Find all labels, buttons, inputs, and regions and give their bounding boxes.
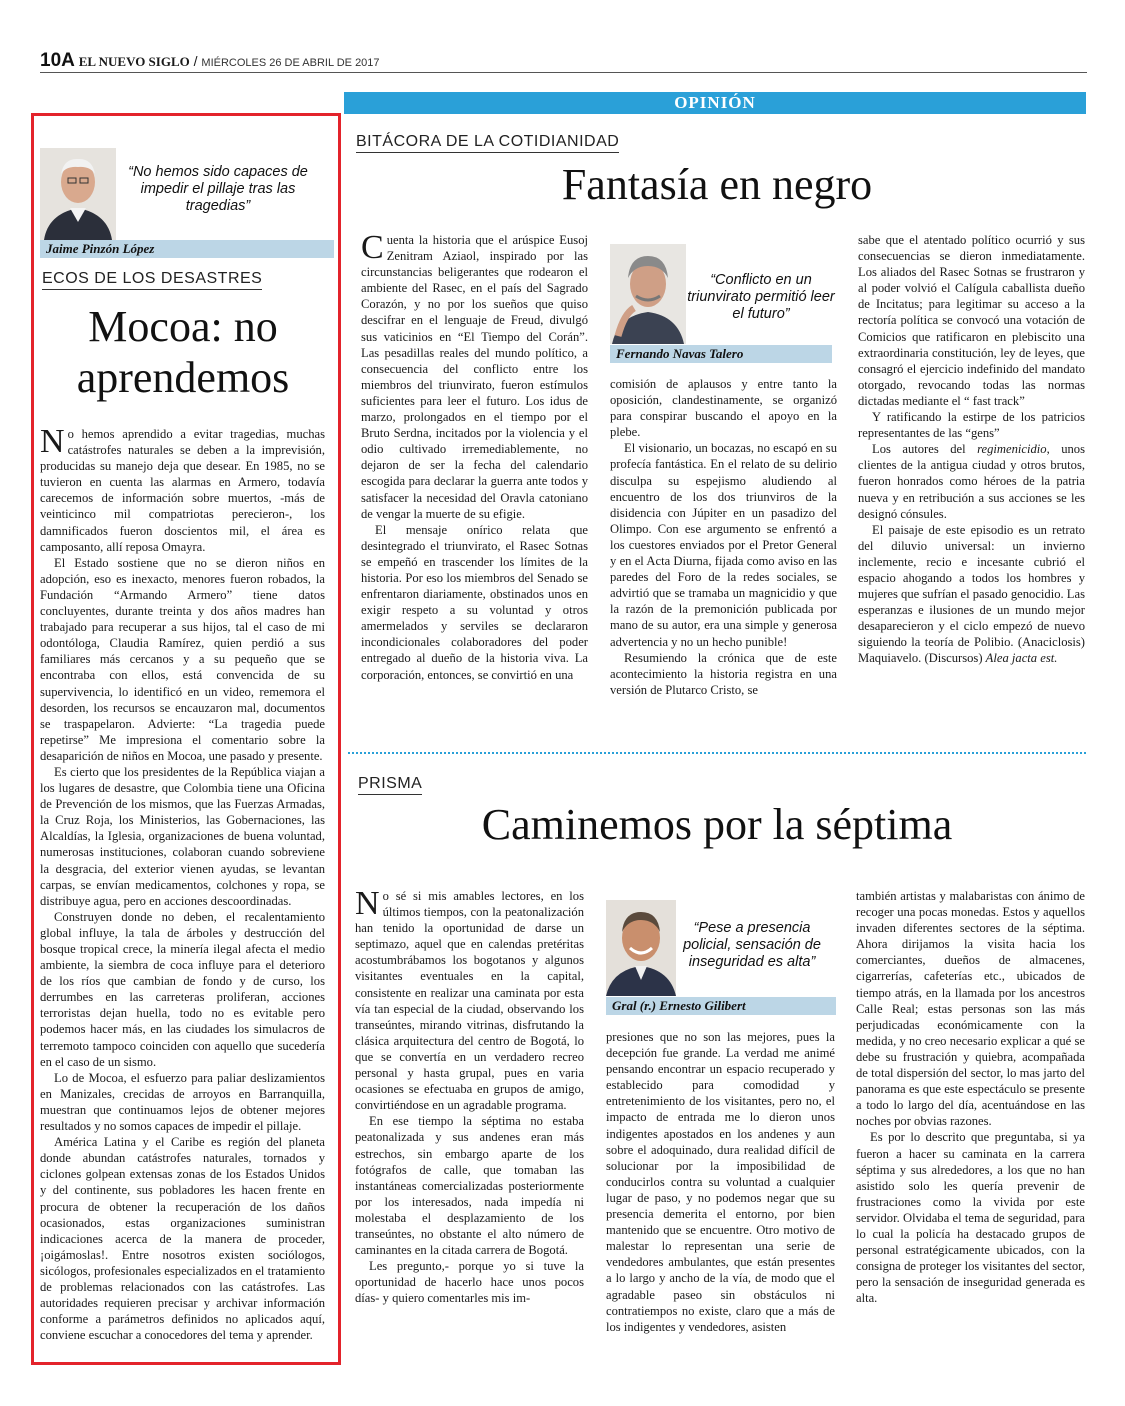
portrait-icon [606, 900, 676, 996]
drop-cap: N [355, 888, 380, 922]
portrait-icon [610, 244, 686, 344]
author-name: Gral (r.) Ernesto Gilibert [606, 997, 836, 1015]
paragraph: Los autores del regimenicidio, unos clientes de la antigua ciudad y otros brutos, fueron honrados como héroes de la patria nueva y en retribución a sus acciones se les designó cónsules. [858, 442, 1085, 521]
paragraph: también artistas y malabaristas con ánimo de recoger una pocas monedas. Estos y aquellos invaden diferentes sectores de la séptima. Ahora dirijamos la visita hacia los comerciantes, dueños de almacenes, cigarrerías, cafeterías etc., ubicados de tiempo atrás, en la llamada por los ancestros Calle Real; estas personas son las más perjudicadas económicamente con la medida, y no creo necesario explicar a qué se debe su frustración y quiebra, acompañada de total dispersión del sector, lo mas jarto del panorama es que este espectáculo se presente a todo lo largo del día, acentuándose en las noches por obvias razones. [856, 889, 1085, 1129]
issue-date: MIÉRCOLES 26 DE ABRIL DE 2017 [201, 57, 380, 69]
article-headline: Caminemos por la séptima [481, 800, 953, 849]
paragraph: El Estado sostiene que no se dieron niños en adopción, eso es inexacto, menores fueron robados, la Fundación “Armando Armero” tiene datos concluyentes, durante treinta y dos años madres han trabajado para recuperar a sus hijos, tal el caso de mi odontóloga, Claudia Ramírez, quien perdió a sus familiares más cercanos y a su pequeño que se encontraba con ellos, está convencida de su supervivencia, lo identificó en un video, rememora el desorden, los recursos se encauzaron mal, documentos se traspapelaron. Advierte: “La tragedia puede repetirse” Me impresiona el comentario sobre la desaparición de niños en Mocoa, une pasado y presente. [40, 555, 325, 763]
paragraph: Lo de Mocoa, el esfuerzo para paliar deslizamientos en Manizales, crecidas de arroyos en Barranquilla, muestran que continuamos lejos de obtener mejores resultados y no somos capaces de impedir el pillaje. [40, 1070, 325, 1134]
paragraph: El paisaje de este episodio es un retrato del diluvio universal: un invierno inclemente, recio e incesante cubrió el espacio ahogando a todos los hombres y mujeres que sufrían el pasado genocidio. Las esperanzas e ilusiones de un mundo mejor desaparecieron y el ciclo empezó de nuevo siguiendo la teoría de Polibio. (Anaciclosis) Maquiavelo. (Discursos) Alea jacta est. [858, 522, 1085, 666]
article-column-1: No sé si mis amables lectores, en los últimos tiempos, con la peatonalización han tenido la oportunidad de darse un septimazo, aquel que en calendas pretéritas acostumbrábamos los bogotanos y algunos visitantes eventuales en la capital, consistente en realizar una caminata por esta vía tan especial de la ciudad, observando los transeúntes, mirando vitrinas, disfrutando la clásica arquitectura del centro de Bogotá, lo que se convertía en un verdadero recreo personal y hasta grupal, pues en varia ocasiones se efectuaba en grupos de amigo, convirtiéndose en un agradable programa. En ese tiempo la séptima no estaba peatonalizada y sus andenes eran más estrechos, sin embargo aparte de los fotógrafos de calle, que tomaban las instantáneas comercializadas posteriormente por los interesados, nada impedía ni molestaba el desplazamiento de los transeúntes, no obstante el alto número de caminantes en la citada carrera de Bogotá. Les pregunto,- porque yo si tuve la oportunidad de hacerlo hace unos pocos días- y quiero comentarles mis im- [355, 888, 584, 1306]
portrait-icon [40, 148, 116, 240]
paragraph: No hemos aprendido a evitar tragedias, muchas catástrofes naturales se deben a la imprevisión, producidas su manejo deja que desear. En 1985, no se tuvieron en cuenta las alarmas en Armero, todavía carecemos de información sobre muertos, -más de veinticinco mil compatriotas perecieron-, los damnificados fueron doscientos mil, el área es camposanto, allí reposa Omayra. [40, 426, 325, 554]
author-name: Jaime Pinzón López [40, 240, 334, 258]
pull-quote: “Conflicto en un triunvirato permitió leer el futuro” [687, 272, 835, 322]
paragraph: Les pregunto,- porque yo si tuve la oportunidad de hacerlo hace unos pocos días- y quiero comentarles mis im- [355, 1259, 584, 1306]
article-column-3 [856, 888, 1085, 1358]
drop-cap: C [361, 232, 384, 266]
author-photo-jaime [40, 148, 116, 240]
author-photo-ernesto [606, 900, 676, 996]
article-column-3 [858, 232, 1085, 728]
paragraph: Y ratificando la estirpe de los patricios representantes de las “gens” [858, 410, 1085, 441]
newspaper-name: EL NUEVO SIGLO [78, 54, 190, 69]
page-number: 10A [40, 50, 75, 71]
article-column-2 [610, 376, 837, 728]
paragraph: Construyen donde no deben, el recalentamiento global influye, la tala de árboles y destrucción del bosque tropical crece, la minería ilegal afecta el medio ambiente, la siembra de coca influye para el deterioro de los ríos que cambian de fondo y de curso, los derrumbes en las carreteras proliferan, acciones terroristas dejan huella, todo no es evitable pero podemos hacer más, en las ciudades los simulacros de terremoto tampoco coinciden con aquello que sucedería en el caso de un sismo. [40, 909, 325, 1069]
author-name: Fernando Navas Talero [610, 345, 832, 363]
pull-quote: “No hemos sido capaces de impedir el pillaje tras las tragedias” [128, 164, 308, 214]
column-kicker: PRISMA [358, 775, 422, 795]
drop-cap: N [40, 426, 65, 460]
paragraph: Es cierto que los presidentes de la República viajan a los lugares de desastre, que Colombia tiene una Oficina de Prevención de los mismos, que las Fuerzas Armadas, la Cruz Roja, los Ministerios, las Gobernaciones, las Alcaldías, la Iglesia, organizaciones de buena voluntad, numerosas instituciones, colaboran cuando sobreviene la desgracia, del exterior vienen ayudas, se levantan carpas, se envían medicamentos, colchones y ropa, se distribuye agua, pero en acciones descoordinadas. [40, 764, 325, 908]
article-body [40, 426, 325, 1351]
column-kicker: BITÁCORA DE LA COTIDIANIDAD [356, 133, 619, 153]
header-rule [40, 72, 1087, 73]
paragraph: El mensaje onírico relata que desintegrado el triunvirato, el Rasec Sotnas se empeñó en trascender los límites de la historia. Por eso los miembros del Senado se enfrentaron diariamente, obstinados unos en exigir respeto a su voluntad y otros amermelados y serviles se declararon incondicionales colaboradores del poder entregado al dueño de la historia viva. La corporación, entonces, se convirtió en una [361, 522, 588, 682]
paragraph: El visionario, un bocazas, no escapó en su profecía fantástica. En el relato de su delirio disculpa su espejismo aludiendo al encuentro de los dos triunviros de la disidencia con Júpiter en un pasadizo del Olimpo. Con ese argumento se enfrentó a los cuestores enviados por el Pretor General y en el Acta Diurna, fijada como aviso en las paredes del Foro de la redes sociales, se advirtió que se tramaba un magnicidio y que la razón de la premonición publicada por mano de su autor, era una simple y generosa advertencia y no un hecho punible! [610, 441, 837, 649]
column-kicker: ECOS DE LOS DESASTRES [42, 270, 262, 290]
pull-quote: “Pese a presencia policial, sensación de inseguridad es alta” [683, 920, 821, 970]
author-photo-fernando [610, 244, 686, 344]
paragraph: Es por lo descrito que preguntaba, si ya fueron a hacer su caminata en la carrera séptima y sus alrededores, a los que no han asistido solo les quería prevenir de frustraciones como la vivida por este servidor. Olvidaba el tema de seguridad, para lo cual la policía ha destacado grupos de personal estratégicamente ubicados, con la consigna de proteger los visitantes del sector, pero la sensación de inseguridad generada es alta. [856, 1130, 1085, 1306]
header-separator: / [193, 53, 198, 69]
article-headline: Fantasía en negro [561, 160, 873, 209]
section-bar: OPINIÓN [344, 92, 1086, 114]
paragraph: sabe que el atentado político ocurrió y sus consecuencias se dieron inmediatamente. Los aliados del Rasec Sotnas se frustraron y al poder volvió el Calígula caballista dueño de Incitatus; para legitimar su acceso a la rectoría política se convocó una votación de Comicios que ratificaron en plebiscito una extraordinaria constitución, ley de leyes, que consagró el ejercicio indefinido del mandato otorgado, revocando todas las normas dictadas mediante el “ fast track” [858, 233, 1085, 408]
paragraph: Resumiendo la crónica que de este acontecimiento la historia registra en una versión de Plutarco Cristo, se [610, 650, 837, 697]
paragraph: En ese tiempo la séptima no estaba peatonalizada y sus andenes eran más estrechos, sin embargo aparte de los fotógrafos de calle, que tomaban las instantáneas comercializadas posteriormente por los interesados, nada impedía ni molestaba el desplazamiento de los transeúntes, no obstante el alto número de caminantes en la citada carrera de Bogotá. [355, 1114, 584, 1258]
paragraph: América Latina y el Caribe es región del planeta donde abundan catástrofes naturales, tornados y ciclones golpean extensas zonas de los Estados Unidos y del continente, sus pobladores les hacen frente en procura de obtener la recuperación de los daños ocasionados, estas organizaciones suministran indicaciones acerca de la manera de proceder, ¡oigámoslas!. Entre nosotros existen sociólogos, sicólogos, profesionales especializados en el tratamiento de problemas relacionados con las catástrofes. Las autoridades requieren precisar y archivar información conforme a parámetros definidos no aplicados aquí, conviene escuchar a conocedores del tema y aprender. [40, 1135, 325, 1343]
article-column-2 [606, 1029, 835, 1358]
page-header [40, 50, 380, 72]
article-headline: Mocoa: no aprendemos [76, 302, 290, 402]
article-separator [348, 752, 1086, 754]
article-column-1: Cuenta la historia que el arúspice Eusoj Zenitram Aziaol, inspirado por las circunstancias beligerantes que rodearon el ambiente del Rasec, en el país del Sagrado Corazón, y no por los sueños que quiso descifrar en el lenguaje de Freud, divulgó sus vaticinios en “El Tiempo del Corán”. Las pesadillas reales del mundo político, a consecuencia del conflicto entre los miembros del triunvirato, fueron estímulos suficientes para leer el futuro. Los idus de marzo, prolongados en el tiempo por el Bruto Serdna, incitados por la violencia y el odio cultivado irremediablemente, no dejaron de ser la fecha del calendario escogida para declarar la guerra ante todos y satisfacer la necesidad del Oravla catoniano de vengar la muerte de su efigie. El mensaje onírico relata que desintegrado el triunvirato, el Rasec Sotnas se empeñó en trascender los límites de la historia. Por eso los miembros del Senado se enfrentaron diariamente, obstinados unos en exigir respeto a su voluntad y otros amermelados y serviles se declararon incondicionales colaboradores del poder entregado al dueño de la historia viva. La corporación, entonces, se convirtió en una [361, 232, 588, 682]
paragraph: comisión de aplausos y entre tanto la oposición, clandestinamente, se organizó para conspirar buscando el apoyo en la plebe. [610, 377, 837, 440]
paragraph: presiones que no son las mejores, pues la decepción fue grande. La verdad me animé pensando encontrar un espacio recuperado y establecido para comodidad y entretenimiento de los visitantes, pero no, el impacto de entrada me lo dieron unos indigentes apostados en los andenes y aun sobre el adoquinado, dura realidad difícil de solucionar por la imposibilidad de conducirlos contra su voluntad a cualquier lugar de paso, y no podemos negar que su presencia demerita el entorno, por bien mantenido que se encuentre. Otro motivo de malestar lo representan una serie de vendedores ambulantes, que están presentes a lo largo y ancho de la vía, de modo que el agradable paseo sin obstáculos ni contratiempos no existe, claro que a más de los indigentes y vendedores, asisten [606, 1030, 835, 1334]
